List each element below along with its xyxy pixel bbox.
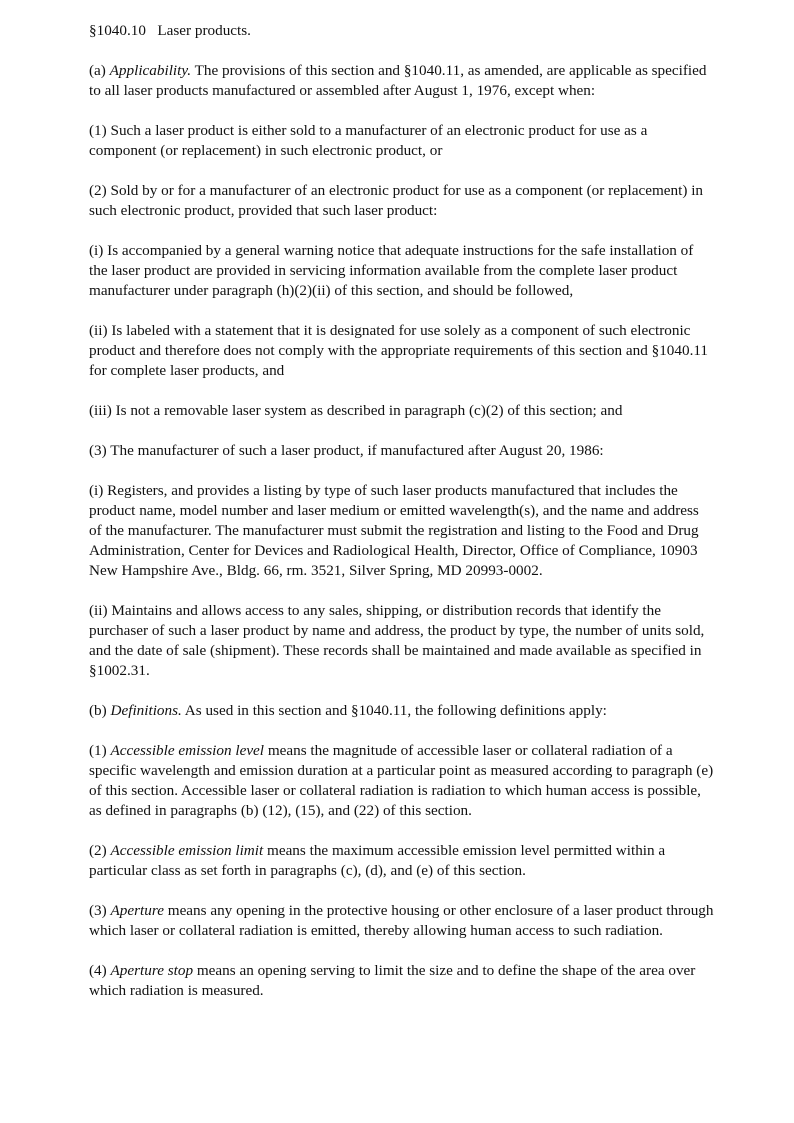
- paragraph-text: As used in this section and §1040.11, the following definitions apply:: [181, 702, 607, 719]
- paragraph-text: means an opening serving to limit the size and to define the shape of the area over which radiation is measured.: [89, 962, 696, 999]
- paragraph-text: means the maximum accessible emission level permitted within a particular class as set forth in paragraphs (c), (d), and (e) of this section.: [89, 842, 666, 879]
- paragraph-b-definitions: [89, 701, 714, 721]
- definition-accessible-emission-level: [89, 741, 714, 821]
- paragraph-a-2-ii: [89, 321, 714, 381]
- paragraph-text: (2) Sold by or for a manufacturer of an electronic product for use as a component (or replacement) in such electronic product, provided that such laser product:: [89, 182, 704, 219]
- section-number: §1040.10: [89, 22, 146, 39]
- paragraph-a-1: [89, 121, 714, 161]
- paragraph-a-2-iii: [89, 401, 714, 421]
- paragraph-text: (i) Registers, and provides a listing by type of such laser products manufactured that includes the product name, model number and laser medium or emitted wavelength(s), and the name and address of the manufacturer. The manufacturer must submit the registration and listing to the Food and Drug Administration, Center for Devices and Radiological Health, Director, Office of Compliance, 10903 New Hampshire Ave., Bldg. 66, rm. 3521, Silver Spring, MD 20993-0002.: [89, 482, 699, 579]
- definition-aperture: [89, 901, 714, 941]
- paragraph-term: Aperture: [110, 902, 164, 919]
- paragraph-text: (3) The manufacturer of such a laser product, if manufactured after August 20, 1986:: [89, 442, 604, 459]
- paragraph-a-applicability: [89, 61, 714, 101]
- paragraph-a-2-i: [89, 241, 714, 301]
- paragraph-label: (3): [89, 902, 111, 919]
- paragraph-label: (b): [89, 702, 111, 719]
- paragraph-text: (ii) Is labeled with a statement that it is designated for use solely as a component of such electronic product and therefore does not comply with the appropriate requirements of this section and §1040.11 for complete laser products, and: [89, 322, 709, 379]
- definition-accessible-emission-limit: [89, 841, 714, 881]
- paragraph-term: Aperture stop: [110, 962, 194, 979]
- section-title: Laser products.: [157, 22, 251, 39]
- paragraph-label: (a): [89, 62, 110, 79]
- paragraph-label: (2): [89, 842, 111, 859]
- document-page: [89, 21, 714, 1001]
- paragraph-text: (i) Is accompanied by a general warning notice that adequate instructions for the safe installation of the laser product are provided in servicing information available from the complete laser product manufacturer under paragraph (h)(2)(ii) of this section, and should be followed,: [89, 242, 694, 299]
- paragraph-term: Accessible emission limit: [110, 842, 264, 859]
- paragraph-label: (4): [89, 962, 111, 979]
- paragraph-a-3: [89, 441, 714, 461]
- paragraph-text: (ii) Maintains and allows access to any sales, shipping, or distribution records that identify the purchaser of such a laser product by name and address, the product by type, the number of units sold, and the date of sale (shipment). These records shall be maintained and made available as specified in §1002.31.: [89, 602, 705, 679]
- paragraph-text: (1) Such a laser product is either sold to a manufacturer of an electronic product for use as a component (or replacement) in such electronic product, or: [89, 122, 648, 159]
- paragraph-text: (iii) Is not a removable laser system as described in paragraph (c)(2) of this section; and: [89, 402, 623, 419]
- definition-aperture-stop: [89, 961, 714, 1001]
- paragraph-term: Definitions.: [110, 702, 182, 719]
- paragraph-a-3-i: [89, 481, 714, 581]
- section-heading: [89, 21, 714, 41]
- paragraph-text: means the magnitude of accessible laser or collateral radiation of a specific wavelength and emission duration at a particular point as measured according to paragraph (e) of this section. Accessible laser or collateral radiation is radiation to which human access is possible, as defined in paragraphs (b) (12), (15), and (22) of this section.: [89, 742, 714, 819]
- paragraph-text: means any opening in the protective housing or other enclosure of a laser product through which laser or collateral radiation is emitted, thereby allowing human access to such radiation.: [89, 902, 714, 939]
- paragraph-term: Accessible emission level: [110, 742, 265, 759]
- paragraph-text: The provisions of this section and §1040.11, as amended, are applicable as specified to all laser products manufactured or assembled after August 1, 1976, except when:: [89, 62, 707, 99]
- paragraph-a-3-ii: [89, 601, 714, 681]
- paragraph-label: (1): [89, 742, 111, 759]
- paragraph-a-2: [89, 181, 714, 221]
- paragraph-term: Applicability.: [109, 62, 192, 79]
